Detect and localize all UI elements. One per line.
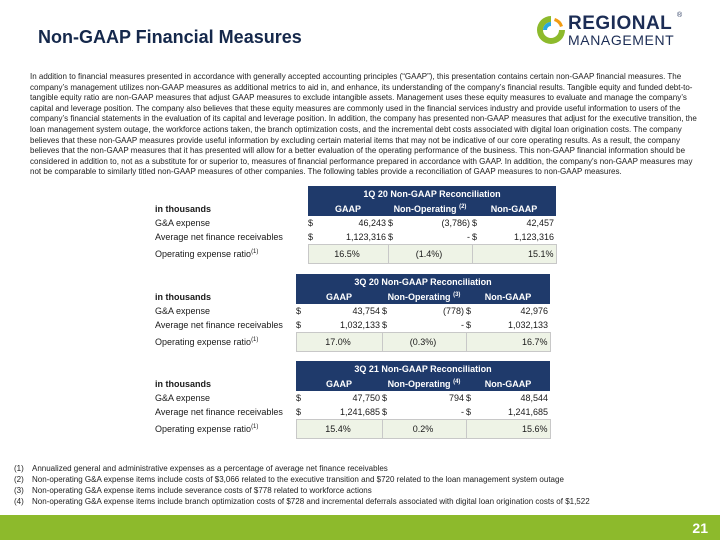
col-gaap-header: GAAP	[296, 376, 382, 391]
table-row: G&A expense $ 47,750 $ 794 $ 48,544	[155, 393, 548, 403]
logo-swoosh-icon	[534, 13, 568, 47]
col-nongaap-header: Non-GAAP	[466, 376, 550, 391]
logo-word-management: MANAGEMENT	[568, 32, 675, 48]
ratio-row: Operating expense ratio$^{(1)}$ 16.5% (1.4%) 15.1%	[155, 245, 556, 264]
table-row: G&A expense $ 46,243 $ (3,786) $ 42,457	[155, 218, 554, 228]
footnotes	[14, 463, 590, 507]
footnote-3: (3) Non-operating G&A expense items include severance costs of $778 related to workforce actions	[14, 486, 372, 495]
ratio-row: Operating expense ratio$^{(1)}$ 17.0% (0.3%) 16.7%	[155, 333, 550, 352]
col-nonop-header: Non-Operating $^{(2)}$	[388, 201, 472, 216]
intro-paragraph: In addition to financial measures presented in accordance with generally accepted accounting principles (“GAAP”), this presentation contains certain non-GAAP financial measures. The company’s management utilizes non-GAAP measures as additional metrics to aid in, and enhance, its understanding of the company’s financial results. Tangible equity and funded debt-to-tangible equity ratio are non-GAAP measures that adjust GAAP measures to exclude intangible assets. Management uses these equity measures to evaluate and manage the company’s capital and leverage position. The company also believes that these equity measures are commonly used in the financial services industry and provide useful information to users of the company’s financial statements in the evaluation of its capital and leverage position. In addition, the company has presented non-GAAP measures that adjust for the executive transition, the loan management system outage, the workforce actions taken, the branch optimization costs, and the incremental debt costs associated with digital loan origination costs. The company believes that these non-GAAP measures provide useful information by excluding certain material items that may not be indicative of our core operating results. As a result, the company believes that the non-GAAP measures that it has presented will allow for a better evaluation of the operating performance of the business. This non-GAAP financial information should be considered in addition to, not as a substitute for or superior to, measures of financial performance prepared in accordance with GAAP. In addition, the company's non-GAAP measures may not be comparable to similarly titled non-GAAP measures of other companies. The following tables provide a reconciliation of GAAP measures to non-GAAP measures.	[30, 72, 697, 177]
table-row: Average net finance receivables $ 1,032,133 $ - $ 1,032,133	[155, 320, 548, 331]
logo-word-regional: REGIONAL	[568, 13, 673, 34]
page-title: Non-GAAP Financial Measures	[38, 27, 302, 47]
table-heading: 3Q 21 Non-GAAP Reconciliation	[296, 361, 550, 376]
col-nongaap-header: Non-GAAP	[472, 201, 556, 216]
logo-trademark: ®	[677, 12, 683, 19]
table-heading: 3Q 20 Non-GAAP Reconciliation	[296, 274, 550, 289]
col-gaap-header: GAAP	[308, 201, 388, 216]
reconciliation-table-3q20	[155, 274, 551, 352]
table-heading: 1Q 20 Non-GAAP Reconciliation	[308, 186, 556, 201]
ratio-row: Operating expense ratio$^{(1)}$ 15.4% 0.2% 15.6%	[155, 420, 550, 439]
col-gaap-header: GAAP	[296, 289, 382, 304]
table-row: G&A expense $ 43,754 $ (778) $ 42,976	[155, 306, 548, 316]
table-row: Average net finance receivables $ 1,241,685 $ - $ 1,241,685	[155, 407, 548, 418]
regional-management-logo	[538, 12, 688, 48]
col-nonop-header: Non-Operating $^{(4)}$	[382, 376, 466, 391]
footer-band	[0, 515, 720, 540]
units-label: in thousands	[155, 291, 211, 302]
footnote-2: (2) Non-operating G&A expense items include costs of $3,066 related to the executive transition and $720 related to the loan management system outage	[14, 475, 564, 484]
units-label: in thousands	[155, 378, 211, 389]
footnote-4: (4) Non-operating G&A expense items include branch optimization costs of $728 and incremental deferrals associated with digital loan origination costs of $1,522	[14, 497, 590, 506]
reconciliation-table-3q21	[155, 361, 551, 439]
footnote-1: (1) Annualized general and administrative expenses as a percentage of average net finance receivables	[14, 464, 388, 473]
col-nonop-header: Non-Operating $^{(3)}$	[382, 289, 466, 304]
reconciliation-table-1q20	[155, 186, 557, 264]
page-number: 21	[692, 520, 708, 536]
units-label: in thousands	[155, 203, 211, 214]
col-nongaap-header: Non-GAAP	[466, 289, 550, 304]
table-row: Average net finance receivables $ 1,123,316 $ - $ 1,123,316	[155, 232, 554, 243]
